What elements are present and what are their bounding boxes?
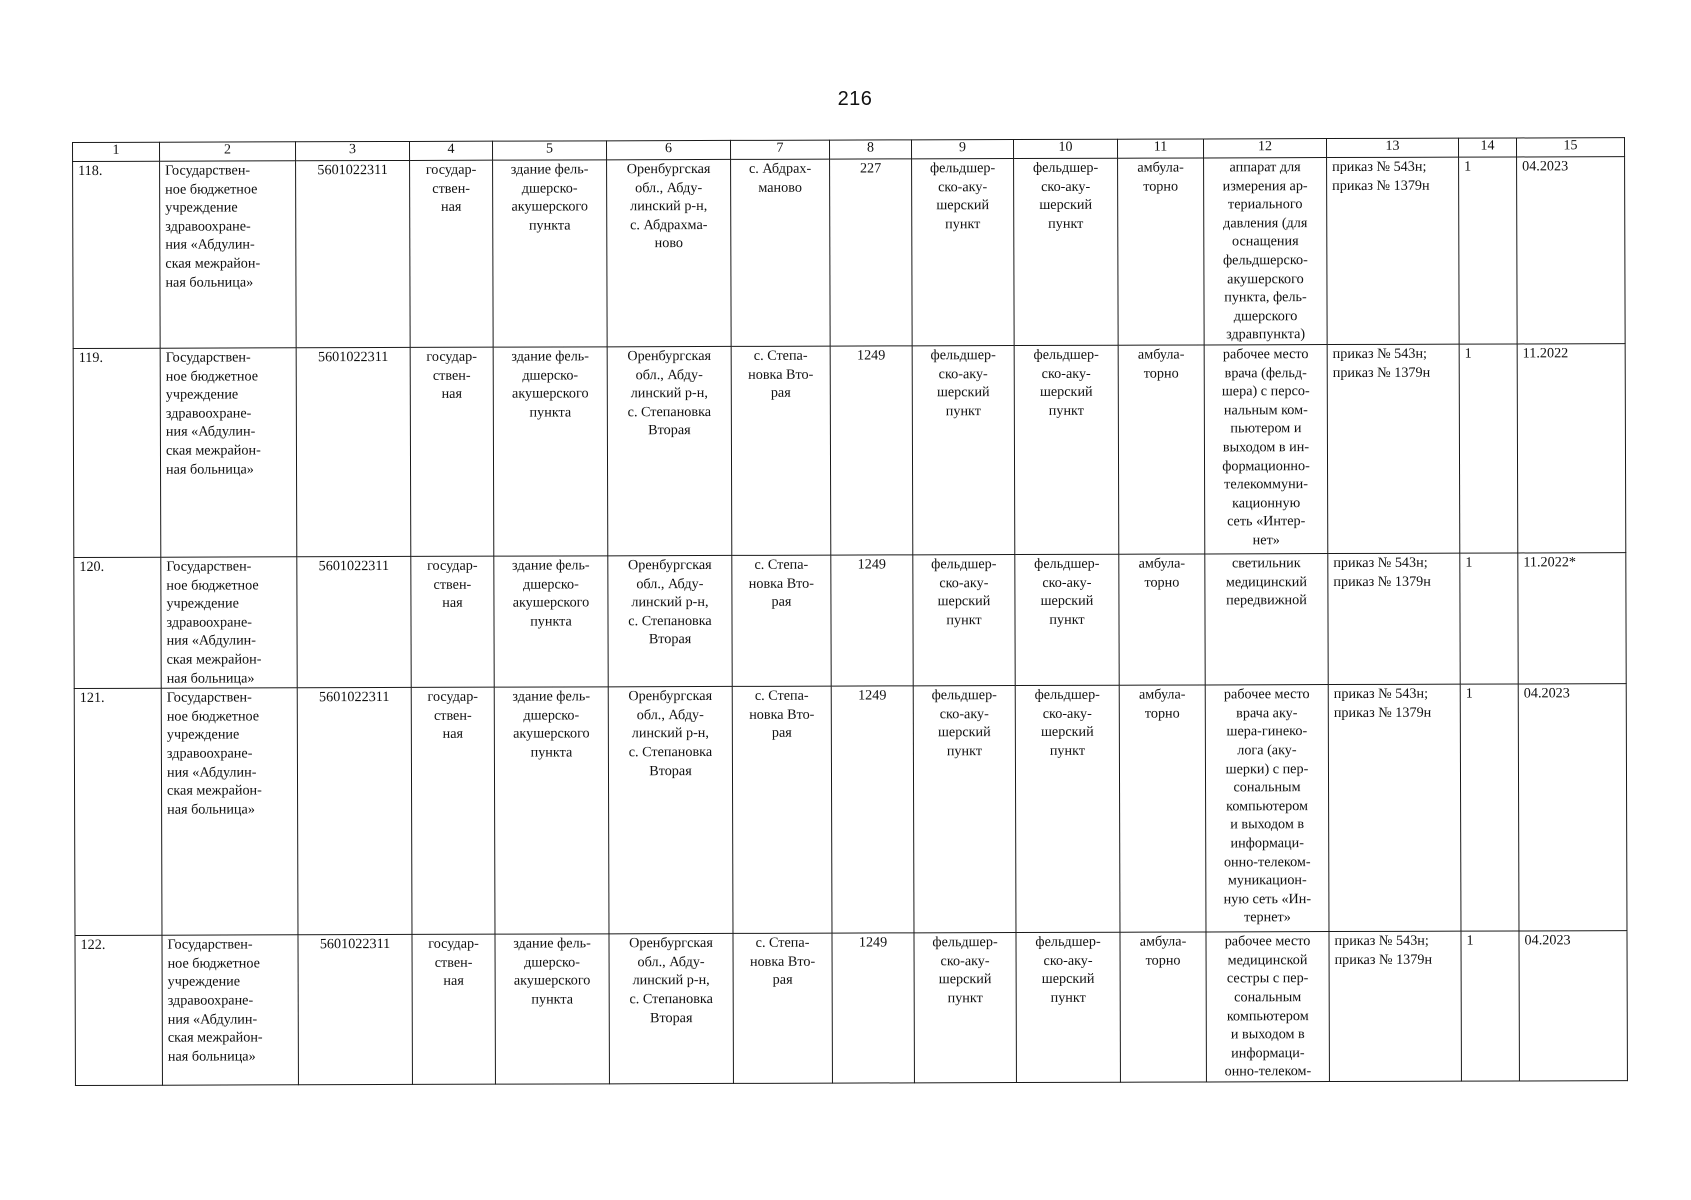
equipment-name: рабочее место врача аку- шера-гинеко- лога (аку- шерки) с пер- сональным компьютером и выходом в информаци- онно-телеком- муникацион- ную сеть «Ин- тернет»: [1205, 685, 1329, 932]
order-reference: приказ № 543н; приказ № 1379н: [1327, 157, 1460, 344]
settlement: с. Степа- новка Вто- рая: [733, 933, 832, 1083]
table-row: [73, 157, 1626, 349]
column-header: 13: [1326, 138, 1458, 157]
inn-value: 5601022311: [296, 160, 411, 347]
address: Оренбургская обл., Абду- линский р-н, с. Степановка Вторая: [609, 934, 733, 1084]
column-header: 7: [730, 140, 829, 159]
ownership-form: государ- ствен- ная: [411, 687, 495, 934]
row-number: 121.: [74, 688, 162, 935]
population: 1249: [831, 555, 913, 686]
unit-type: фельдшер- ско-аку- шерский пункт: [913, 555, 1015, 686]
inn-value: 5601022311: [298, 935, 412, 1085]
inn-value: 5601022311: [296, 347, 411, 556]
order-reference: приказ № 543н; приказ № 1379н: [1327, 344, 1460, 553]
due-date: 04.2023: [1519, 931, 1627, 1081]
unit-type-secondary: фельдшер- ско-аку- шерский пункт: [1014, 345, 1119, 554]
unit-type: фельдшер- ско-аку- шерский пункт: [912, 159, 1015, 346]
equipment-name: рабочее место врача (фельд- шера) с персо- нальным ком- пьютером и выходом в ин- формационно- телекоммуни- кационную сеть «Интер- нет»: [1204, 345, 1328, 554]
column-header: 10: [1013, 139, 1117, 158]
unit-type: фельдшер- ско-аку- шерский пункт: [912, 346, 1015, 555]
address: Оренбургская обл., Абду- линский р-н, с. Степановка Вторая: [608, 687, 733, 934]
population: 227: [830, 159, 913, 346]
unit-type: фельдшер- ско-аку- шерский пункт: [914, 933, 1016, 1083]
building-type: здание фель- дшерско- акушерского пункта: [494, 556, 608, 688]
table-row: [74, 553, 1626, 689]
settlement: с. Степа- новка Вто- рая: [731, 346, 831, 555]
equipment-name: рабочее место медицинской сестры с пер- сональным компьютером и выходом в информаци- онно-телеком-: [1206, 932, 1329, 1082]
column-header: 3: [296, 141, 410, 160]
registry-table: [72, 137, 1628, 1086]
column-header: 4: [409, 141, 492, 160]
order-reference: приказ № 543н; приказ № 1379н: [1328, 684, 1461, 931]
quantity: 1: [1459, 344, 1518, 553]
order-reference: приказ № 543н; приказ № 1379н: [1328, 553, 1460, 685]
unit-type-secondary: фельдшер- ско-аку- шерский пункт: [1014, 158, 1119, 345]
column-header: 12: [1203, 139, 1326, 158]
address: Оренбургская обл., Абду- линский р-н, с. Степановка Вторая: [608, 555, 732, 687]
due-date: 11.2022*: [1518, 553, 1626, 684]
column-header: 8: [829, 140, 911, 159]
quantity: 1: [1461, 931, 1519, 1081]
care-form: амбула- торно: [1119, 554, 1205, 685]
inn-value: 5601022311: [297, 688, 412, 935]
order-reference: приказ № 543н; приказ № 1379н: [1329, 931, 1461, 1081]
population: 1249: [832, 933, 914, 1083]
column-header: 11: [1117, 139, 1203, 158]
column-header: 2: [160, 142, 296, 161]
settlement: с. Абдрах- маново: [731, 159, 831, 346]
column-header: 9: [911, 140, 1013, 159]
equipment-name: аппарат для измерения ар- териального давления (для оснащения фельдшерско- акушерского пункта, фель- дшерского здравпункта): [1204, 158, 1328, 345]
column-header: 6: [606, 140, 730, 159]
due-date: 11.2022: [1517, 344, 1626, 553]
quantity: 1: [1460, 553, 1518, 684]
organization-name: Государствен- ное бюджетное учреждение здравоохране- ния «Абдулин- ская межрайон- ная больница»: [162, 935, 298, 1085]
care-form: амбула- торно: [1118, 158, 1205, 345]
page-number: 216: [837, 88, 873, 110]
ownership-form: государ- ствен- ная: [412, 934, 495, 1084]
ownership-form: государ- ствен- ная: [410, 347, 494, 556]
building-type: здание фель- дшерско- акушерского пункта: [494, 687, 609, 934]
quantity: 1: [1459, 157, 1518, 344]
care-form: амбула- торно: [1120, 932, 1206, 1082]
organization-name: Государствен- ное бюджетное учреждение здравоохране- ния «Абдулин- ская межрайон- ная больница»: [160, 348, 297, 557]
ownership-form: государ- ствен- ная: [411, 556, 494, 687]
unit-type: фельдшер- ско-аку- шерский пункт: [913, 686, 1016, 933]
population: 1249: [830, 346, 913, 555]
population: 1249: [831, 686, 914, 933]
column-header: 14: [1458, 138, 1516, 157]
unit-type-secondary: фельдшер- ско-аку- шерский пункт: [1016, 932, 1120, 1082]
organization-name: Государствен- ное бюджетное учреждение здравоохране- ния «Абдулин- ская межрайон- ная больница»: [160, 161, 297, 348]
table-row: [73, 344, 1626, 558]
registry-table-container: [72, 137, 1627, 1086]
care-form: амбула- торно: [1118, 345, 1205, 554]
quantity: 1: [1460, 684, 1519, 931]
row-number: 118.: [73, 161, 161, 348]
ownership-form: государ- ствен- ная: [410, 160, 494, 347]
column-header: 15: [1516, 138, 1624, 157]
inn-value: 5601022311: [297, 556, 411, 688]
row-number: 119.: [73, 348, 161, 557]
column-header: 1: [73, 142, 160, 161]
equipment-name: светильник медицинский передвижной: [1205, 554, 1328, 686]
building-type: здание фель- дшерско- акушерского пункта: [493, 347, 608, 556]
table-row: [74, 684, 1627, 936]
organization-name: Государствен- ное бюджетное учреждение здравоохране- ния «Абдулин- ская межрайон- ная больница»: [161, 688, 298, 935]
settlement: с. Степа- новка Вто- рая: [732, 686, 832, 933]
address: Оренбургская обл., Абду- линский р-н, с. Степановка Вторая: [607, 346, 732, 555]
address: Оренбургская обл., Абду- линский р-н, с. Абдрахма- ново: [607, 159, 732, 346]
building-type: здание фель- дшерско- акушерского пункта: [493, 160, 608, 347]
table-row: [75, 931, 1627, 1086]
column-header: 5: [492, 141, 606, 160]
due-date: 04.2023: [1517, 157, 1626, 344]
unit-type-secondary: фельдшер- ско-аку- шерский пункт: [1015, 685, 1120, 932]
row-number: 120.: [74, 557, 161, 688]
due-date: 04.2023: [1518, 684, 1627, 931]
care-form: амбула- торно: [1119, 685, 1206, 932]
row-number: 122.: [75, 935, 162, 1085]
unit-type-secondary: фельдшер- ско-аку- шерский пункт: [1015, 554, 1119, 685]
settlement: с. Степа- новка Вто- рая: [732, 555, 831, 686]
organization-name: Государствен- ное бюджетное учреждение здравоохране- ния «Абдулин- ская межрайон- ная больница»: [161, 557, 297, 689]
building-type: здание фель- дшерско- акушерского пункта: [495, 934, 609, 1084]
